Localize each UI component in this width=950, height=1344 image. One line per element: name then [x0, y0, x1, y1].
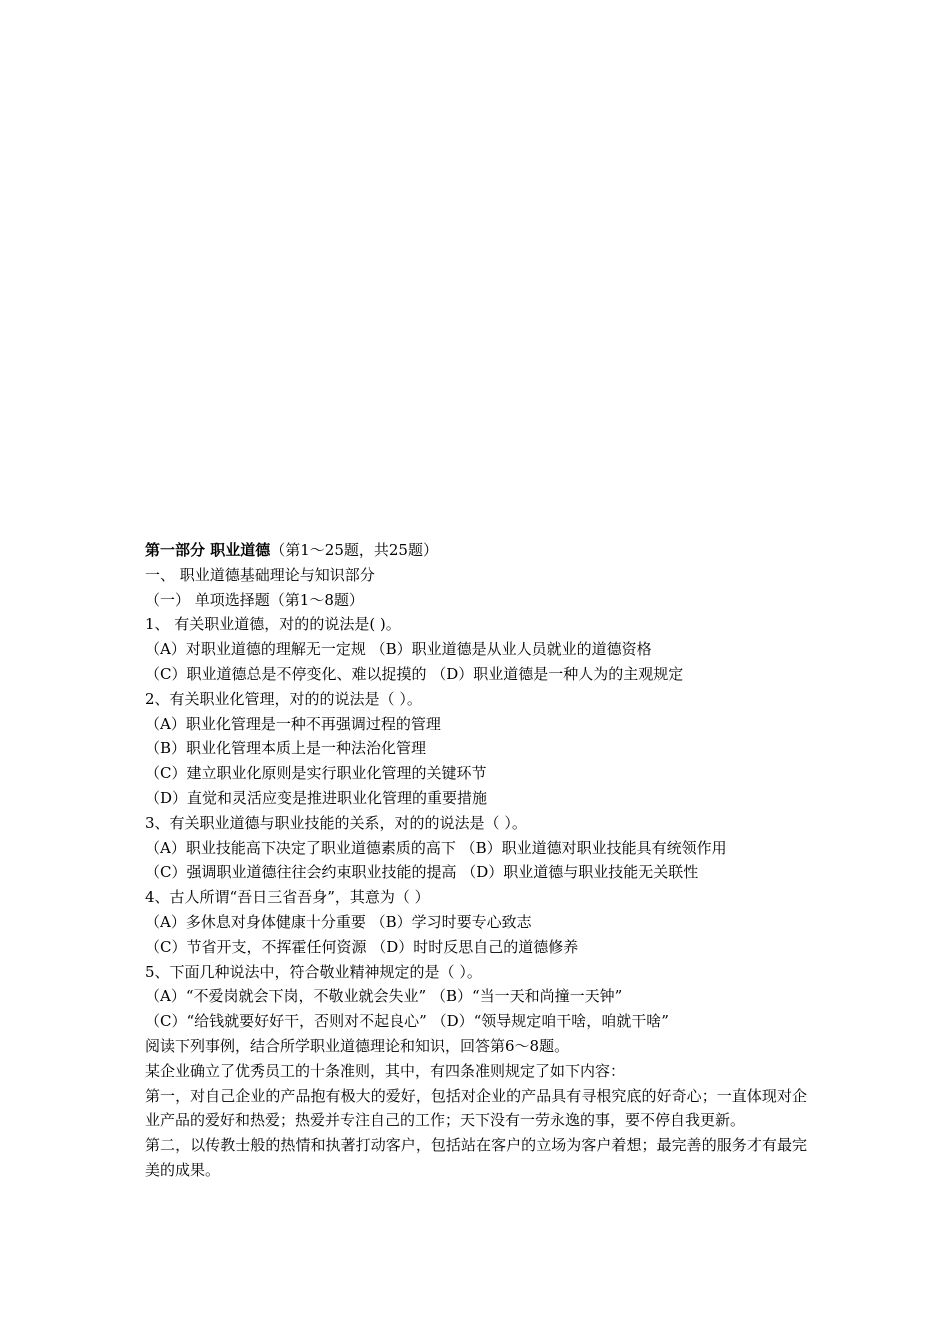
question-3-option: （C）强调职业道德往往会约束职业技能的提高 （D）职业道德与职业技能无关联性 [145, 863, 699, 882]
question-2-stem: 2、有关职业化管理，对的的说法是（ ）。 [145, 689, 422, 708]
question-5-option: （A）“不爱岗就会下岗，不敬业就会失业” （B）“当一天和尚撞一天钟” [145, 987, 623, 1006]
case-rule-1: 第一，对自己企业的产品抱有极大的爱好，包括对企业的产品具有寻根究底的好奇心；一直体现对企业产品的爱好和热爱；热爱并专注自己的工作；天下没有一劳永逸的事，要不停自我更新。 [145, 1086, 807, 1130]
question-2-option: （D）直觉和灵活应变是推进职业化管理的重要措施 [145, 788, 488, 807]
question-3-stem: 3、有关职业道德与职业技能的关系，对的的说法是（ ）。 [145, 813, 527, 832]
question-5-option: （C）“给钱就要好好干，否则对不起良心” （D）“领导规定咱干啥，咱就干啥” [145, 1012, 669, 1031]
question-2-option: （A）职业化管理是一种不再强调过程的管理 [145, 714, 441, 733]
section-heading: 一、 职业道德基础理论与知识部分 [145, 565, 375, 584]
question-2-option: （B）职业化管理本质上是一种法治化管理 [145, 739, 427, 758]
question-4-option: （C）节省开支，不挥霍任何资源 （D）时时反思自己的道德修养 [145, 937, 579, 956]
question-4-stem: 4、古人所谓“吾日三省吾身”，其意为（ ） [145, 888, 430, 907]
question-5-stem: 5、下面几种说法中，符合敬业精神规定的是（ ）。 [145, 962, 482, 981]
part-title: 第一部分 职业道德 [145, 541, 271, 559]
case-rule-2: 第二，以传教士般的热情和执著打动客户，包括站在客户的立场为客户着想；最完善的服务才有最完美的成果。 [145, 1136, 807, 1179]
question-2-option: （C）建立职业化原则是实行职业化管理的关键环节 [145, 764, 487, 783]
question-1-stem: 1、 有关职业道德，对的的说法是( )。 [145, 615, 401, 634]
question-1-option: （A）对职业道德的理解无一定规 （B）职业道德是从业人员就业的道德资格 [145, 640, 652, 659]
reading-instruction: 阅读下列事例，结合所学职业道德理论和知识，回答第6～8题。 [145, 1036, 570, 1055]
question-1-option: （C）职业道德总是不停变化、难以捉摸的 （D）职业道德是一种人为的主观规定 [145, 664, 684, 683]
part-range: （第1～25题，共25题） [270, 541, 438, 559]
question-4-option: （A）多休息对身体健康十分重要 （B）学习时要专心致志 [145, 912, 532, 931]
subsection-heading: （一） 单项选择题（第1～8题） [145, 590, 364, 609]
part-heading [145, 538, 807, 563]
case-intro: 某企业确立了优秀员工的十条准则，其中，有四条准则规定了如下内容： [145, 1061, 626, 1080]
question-3-option: （A）职业技能高下决定了职业道德素质的高下 （B）职业道德对职业技能具有统领作用 [145, 838, 727, 857]
document-body [145, 538, 807, 1183]
